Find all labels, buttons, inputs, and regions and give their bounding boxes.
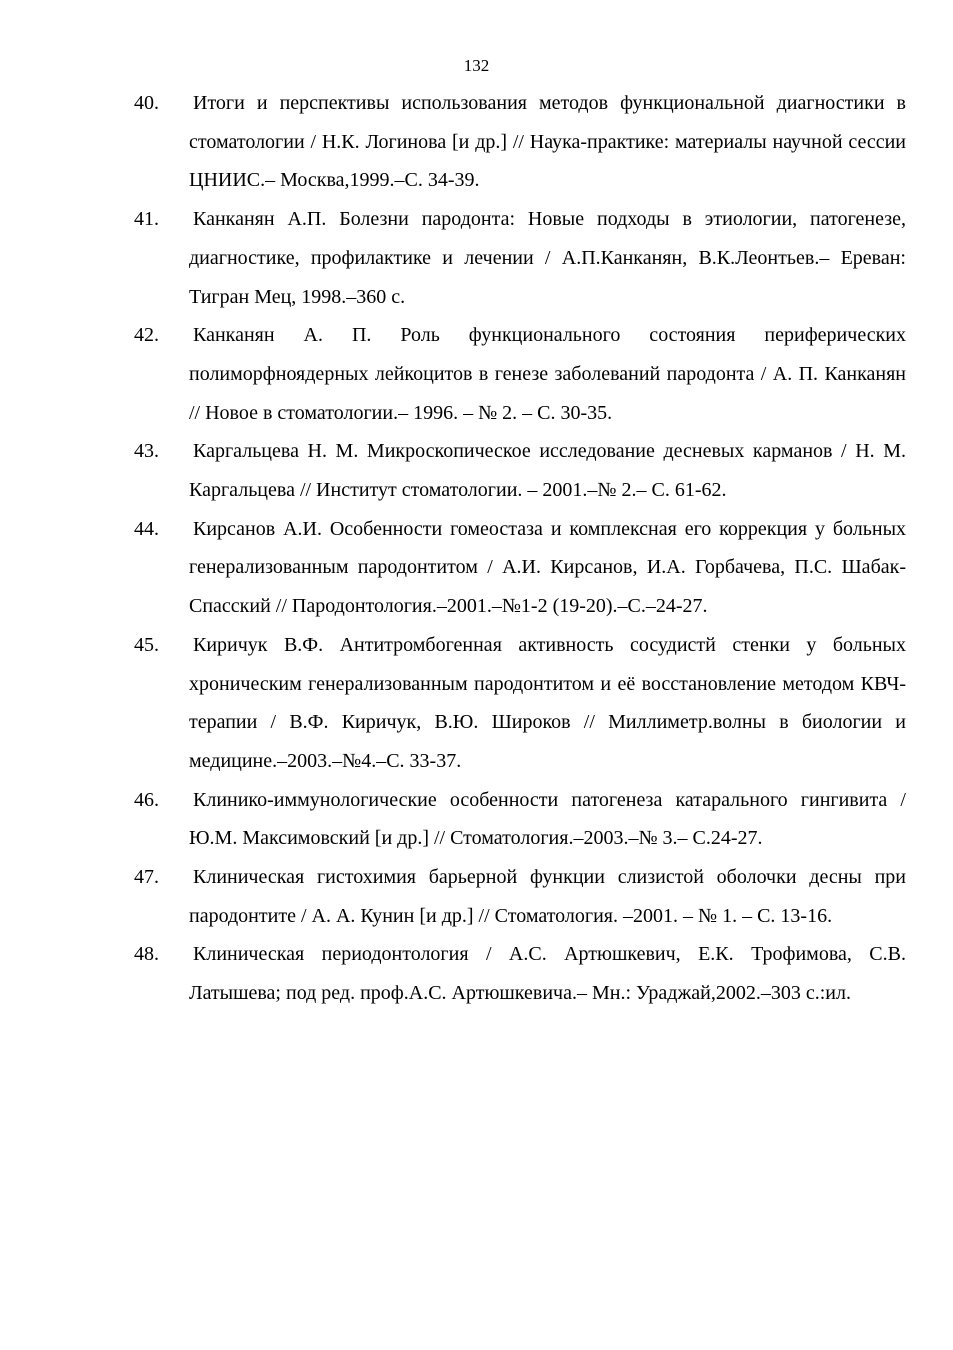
reference-number: 43.: [134, 440, 159, 463]
reference-text: Каргальцева Н. М. Микроскопическое исследование десневых карманов / Н. М. Каргальцева // Институт стоматологии. – 2001.–№ 2.– С. 61-62.: [189, 440, 906, 502]
reference-text: Итоги и перспективы использования методов функциональной диагностики в стоматологии / Н.К. Логинова [и др.] // Наука-практике: материалы научной сессии ЦНИИС.– Москва,1999.–С. 34-39.: [189, 92, 906, 192]
page-number: 132: [463, 56, 490, 75]
reference-text: Клинико-иммунологические особенности патогенеза катарального гингивита / Ю.М. Максимовский [и др.] // Стоматология.–2003.–№ 3.– С.24-27.: [189, 788, 906, 850]
reference-number: 44.: [134, 517, 159, 540]
reference-number: 40.: [134, 92, 159, 114]
reference-number: 45.: [134, 633, 159, 656]
reference-item-48: [134, 935, 906, 1012]
reference-item-46: [134, 781, 906, 858]
reference-item-44: [134, 510, 906, 626]
reference-text: Клиническая периодонтология / А.С. Артюшкевич, Е.К. Трофимова, С.В. Латышева; под ред. проф.А.С. Артюшкевича.– Мн.: Ураджай,2002.–303 с.:ил.: [189, 943, 906, 1005]
reference-text: Клиническая гистохимия барьерной функции слизистой оболочки десны при пародонтите / А. А. Кунин [и др.] // Стоматология. –2001. – № 1. – С. 13-16.: [189, 866, 906, 927]
reference-number: 47.: [134, 866, 159, 889]
reference-item-45: [134, 626, 906, 781]
reference-item-42: [134, 316, 906, 432]
reference-list: [134, 84, 906, 1013]
reference-text: Киричук В.Ф. Антитромбогенная активность сосудистй стенки у больных хроническим генерализованным пародонтитом и её восстановление методом КВЧ-терапии / В.Ф. Киричук, В.Ю. Широков // Миллиметр.волны в биологии и медицине.–2003.–№4.–С. 33-37.: [189, 633, 906, 772]
reference-item-41: [134, 200, 906, 316]
reference-item-40: [134, 84, 906, 200]
reference-text: Канканян А. П. Роль функционального состояния периферических полиморфноядерных лейкоцитов в генезе заболеваний пародонта / А. П. Канканян // Новое в стоматологии.– 1996. – № 2. – С. 30-35.: [189, 324, 906, 424]
reference-item-47: [134, 858, 906, 935]
reference-text: Кирсанов А.И. Особенности гомеостаза и комплексная его коррекция у больных генерализованным пародонтитом / А.И. Кирсанов, И.А. Горбачева, П.С. Шабак-Спасский // Пародонтология.–2001.–№1-2 (19-20).–С.–24-27.: [189, 517, 906, 618]
reference-number: 41.: [134, 208, 159, 231]
reference-number: 42.: [134, 324, 159, 347]
reference-item-43: [134, 432, 906, 509]
reference-number: 48.: [134, 943, 159, 966]
reference-number: 46.: [134, 788, 159, 811]
reference-text: Канканян А.П. Болезни пародонта: Новые подходы в этиологии, патогенезе, диагностике, профилактике и лечении / А.П.Канканян, В.К.Леонтьев.– Ереван: Тигран Мец, 1998.–360 с.: [189, 208, 906, 308]
